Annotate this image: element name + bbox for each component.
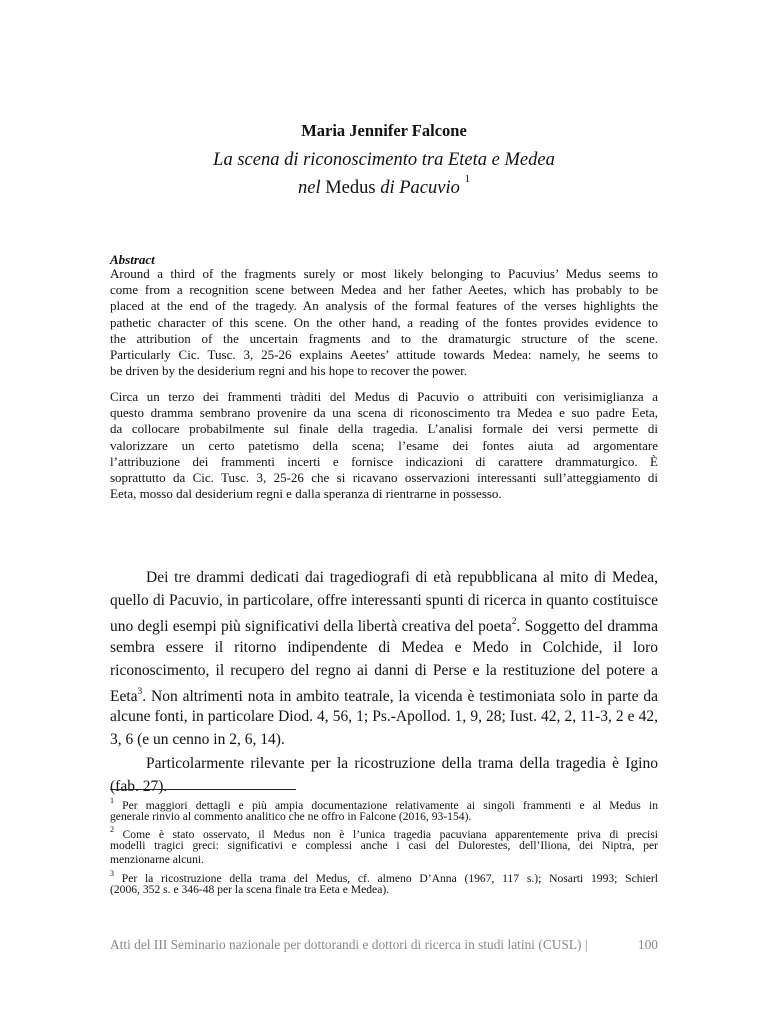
abstract-it-line: da collocare probabilmente sul finale della tragedia. L’analisi formale dei versi permette di <box>110 421 658 437</box>
author-name: Maria Jennifer Falcone <box>301 121 467 140</box>
abstract-it-line: Eeta, mosso dal desiderium regni e dalla speranza di rientrarne in possesso. <box>110 486 502 502</box>
abstract-it-line: questo dramma sembrano provenire da una scena di riconoscimento tra Medea e suo padre Eeta, <box>110 405 658 421</box>
abstract-en-line: pathetic character of this scene. On the other hand, a reading of the fontes provides evidence to <box>110 314 658 330</box>
footnote-separator <box>110 789 296 790</box>
body-line: riconoscimento, il recupero del regno ai danni di Perse e la restituzione del potere a <box>110 661 658 679</box>
abstract-en-line: placed at the end of the tragedy. An analysis of the formal features of the verses highlights the <box>110 298 658 314</box>
footnote-2-line: $^2$ Come è stato osservato, il Medus non è l’unica tragedia pacuviana apparentemente priva di precisi <box>110 825 658 842</box>
page-footer <box>110 937 658 953</box>
footnote-1-line: $^1$ Per maggiori dettagli e più ampia documentazione relativamente ai singoli frammenti e al Medus in <box>110 796 658 812</box>
abstract-it-line: l’attribuzione dei frammenti incerti e fornisce indicazioni di carattere drammaturgico. È <box>110 453 658 469</box>
footnote-3-line: $^3$ Per la ricostruzione della trama del Medus, cf. almeno D’Anna (1967, 117 s.); Nosarti 1993; Schierl <box>110 868 658 885</box>
footnote-2-line: menzionarne alcuni. <box>110 853 204 867</box>
abstract-en-line: Around a third of the fragments surely or most likely belonging to Pacuvius’ Medus seems to <box>110 266 658 281</box>
abstract-en-line: Particularly Cic. Tusc. 3, 25-26 explains Aeetes’ attitude towards Medea: namely, he seems to <box>110 346 658 362</box>
abstract-it-line: valorizzare un certo patetismo della scena; l’esame dei fontes aiuta ad argomentare <box>110 437 658 453</box>
abstract-heading: Abstract <box>110 252 155 267</box>
body-line: quello di Pacuvio, in particolare, offre interessanti spunti di ricerca in quanto costituisce <box>110 592 658 610</box>
footnote-2-line: modelli tragici greci: significativi e complessi anche i casi del Dulorestes, dell’Iliona, dei Niptra, per <box>110 838 658 852</box>
body-line: 3, 6 (e un cenno in 2, 6, 14). <box>110 731 285 749</box>
abstract-en-line: be driven by the desiderium regni and his hope to recover the power. <box>110 363 468 379</box>
footer-text: Atti del III Seminario nazionale per dottorandi e dottori di ricerca in studi latini (CUSL) | <box>110 937 588 952</box>
footnote-3-line: (2006, 352 s. e 346-48 per la scena finale tra Eeta e Medea). <box>110 882 390 896</box>
abstract-en-line: come from a recognition scene between Medea and her father Aeetes, which has probably to be <box>110 282 658 298</box>
footnote-1-number: 1 <box>110 796 114 805</box>
body-line: Particolarmente rilevante per la ricostruzione della trama della tragedia è Igino <box>146 754 658 772</box>
body-line: (fab. 27). <box>110 777 168 795</box>
footnote-marker-2[interactable]: 2 <box>511 617 517 628</box>
body-line: uno degli esempi più significativi della libertà creativa del poeta$^2$. Soggetto del dramma <box>110 617 658 636</box>
body-text <box>110 566 658 798</box>
abstract-it-line: soprattutto da Cic. Tusc. 3, 25-26 che si ricavano osservazioni interessanti sull’atteggiamento di <box>110 469 658 485</box>
article-title-line2: nel Medus di Pacuvio $^1$ <box>298 173 470 199</box>
body-line: Dei tre drammi dedicati dai tragediografi di età repubblicana al mito di Medea, <box>146 569 658 586</box>
footnotes <box>110 795 658 897</box>
abstract-it-line: Circa un terzo dei frammenti tràditi del Medus di Pacuvio o attribuiti con verisimiglianza a <box>110 389 658 404</box>
body-line: alcune fonti, in particolare Diod. 4, 56, 1; Ps.-Apollod. 1, 9, 28; Iust. 42, 2, 11-3, 2 e 42, <box>110 708 658 726</box>
body-line: sembra essere il ritorno indipendente di Medea e Medo in Colchide, il loro <box>110 638 658 656</box>
footnote-1-line: generale rinvio al commento analitico che ne offro in Falcone (2016, 93-154). <box>110 809 472 823</box>
footnote-2-number: 2 <box>110 825 114 835</box>
footnote-marker-3[interactable]: 3 <box>137 686 143 697</box>
abstract-en-line: the attribution of the uncertain fragments and to the dramaturgic structure of the scene. <box>110 330 658 346</box>
title-footnote-marker[interactable]: 1 <box>464 173 470 185</box>
abstract-italian <box>110 389 658 502</box>
body-line: Eeta$^3$. Non altrimenti nota in ambito teatrale, la vicenda è testimoniata solo in parte da <box>110 686 658 706</box>
article-title-line1: La scena di riconoscimento tra Eteta e Medea <box>213 150 555 170</box>
page-number: 100 <box>637 937 658 952</box>
abstract-english <box>110 266 658 379</box>
footnote-3-number: 3 <box>110 868 114 878</box>
